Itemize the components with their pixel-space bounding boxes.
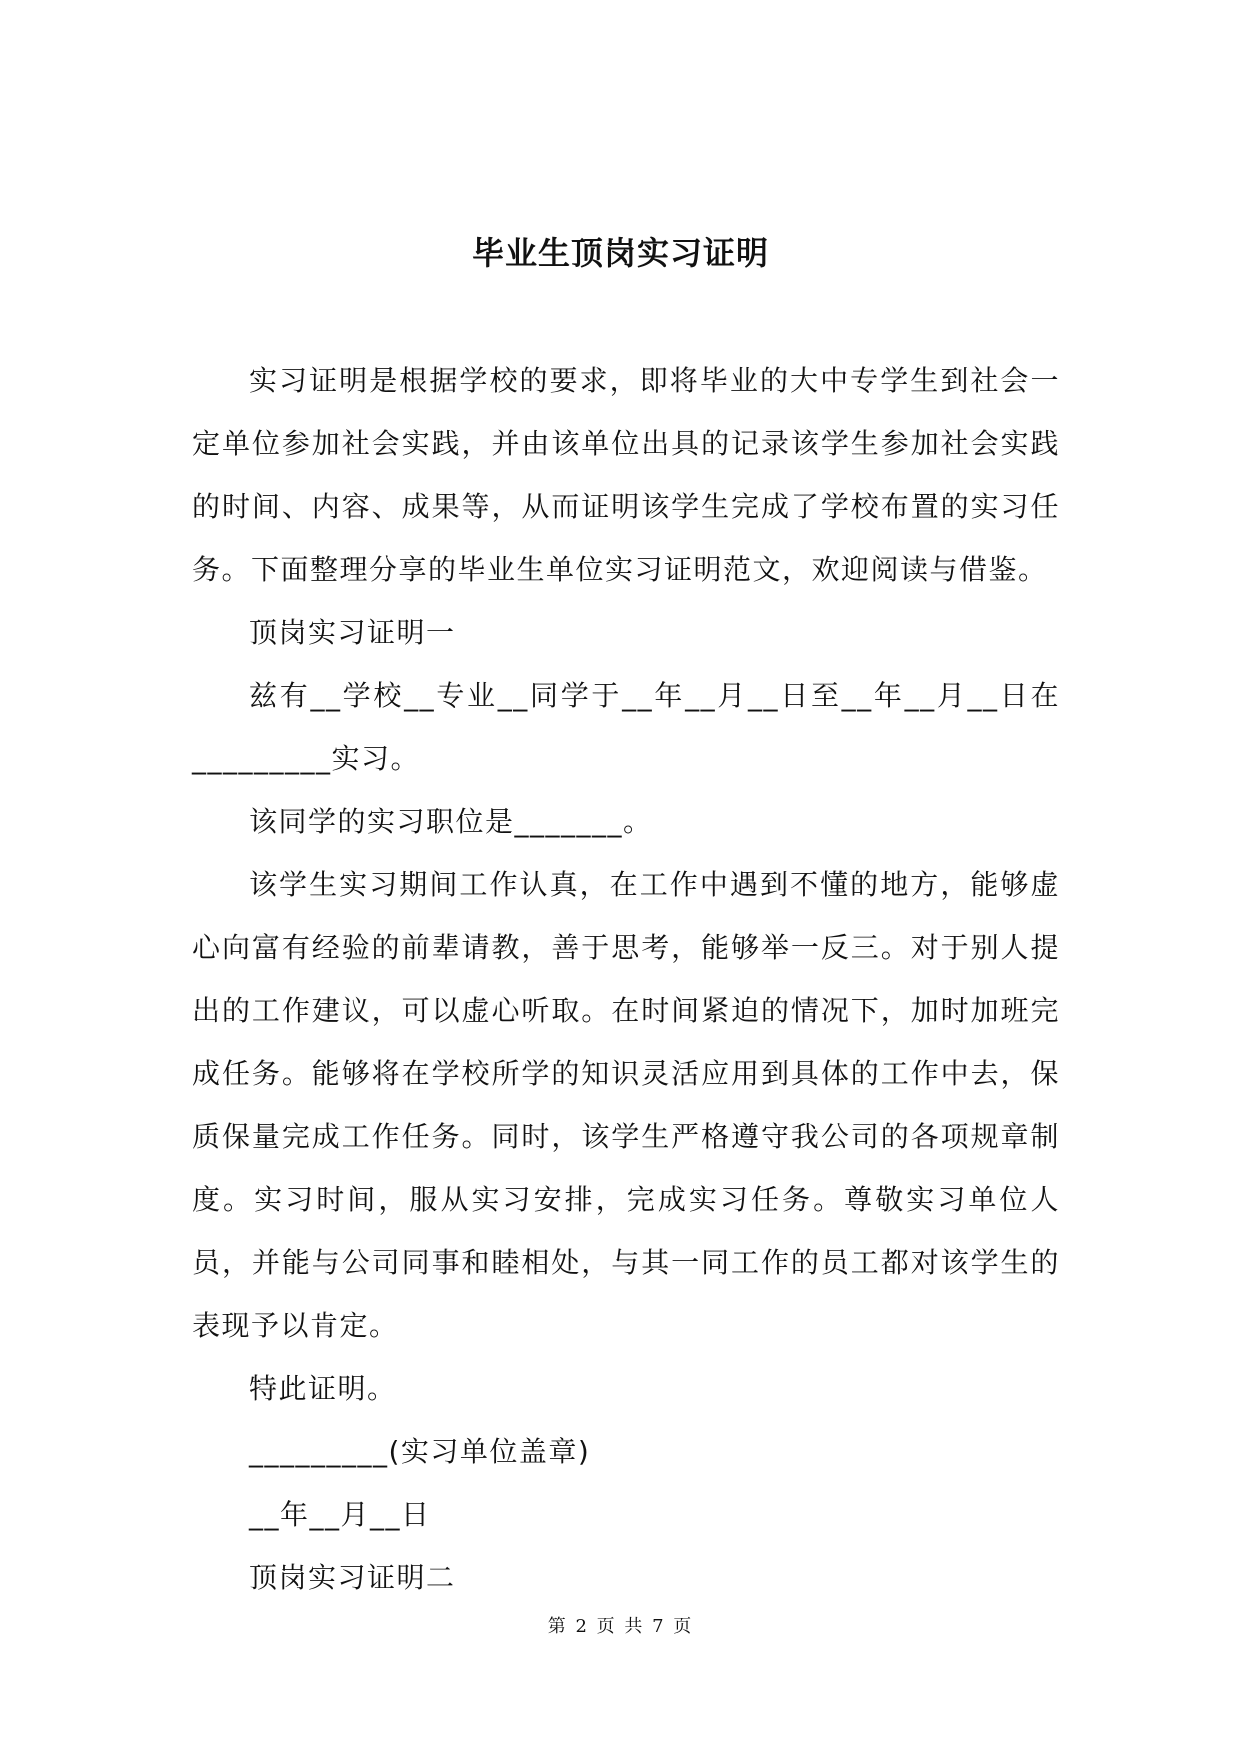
- section-heading-2: 顶岗实习证明二: [249, 1561, 456, 1594]
- evaluation-paragraph: 该学生实习期间工作认真，在工作中遇到不懂的地方，能够虚心向富有经验的前辈请教，善于思考，能够举一反三。对于别人提出的工作建议，可以虚心听取。在时间紧迫的情况下，加时加班完成任务。能够将在学校所学的知识灵活应用到具体的工作中去，保质保量完成工作任务。同时，该学生严格遵守我公司的各项规章制度。实习时间，服从实习安排，完成实习任务。尊敬实习单位人员，并能与公司同事和睦相处，与其一同工作的员工都对该学生的表现予以肯定。: [192, 868, 1060, 1342]
- stamp-line: _________(实习单位盖章): [249, 1435, 591, 1468]
- intro-paragraph: 实习证明是根据学校的要求，即将毕业的大中专学生到社会一定单位参加社会实践，并由该单位出具的记录该学生参加社会实践的时间、内容、成果等，从而证明该学生完成了学校布置的实习任务。下面整理分享的毕业生单位实习证明范文，欢迎阅读与借鉴。: [192, 364, 1060, 586]
- certificate-fill-in-line: 兹有__学校__专业__同学于__年__月__日至__年__月__日在_________实习。: [192, 679, 1060, 775]
- certification-statement: 特此证明。: [249, 1372, 397, 1405]
- page-number-footer: 第 2 页 共 7 页: [547, 1616, 694, 1637]
- document-title: 毕业生顶岗实习证明: [471, 234, 769, 272]
- date-line: __年__月__日: [249, 1498, 431, 1531]
- section-heading-1: 顶岗实习证明一: [249, 616, 456, 649]
- document-body: [192, 349, 1060, 1609]
- position-line: 该同学的实习职位是_______。: [249, 805, 653, 838]
